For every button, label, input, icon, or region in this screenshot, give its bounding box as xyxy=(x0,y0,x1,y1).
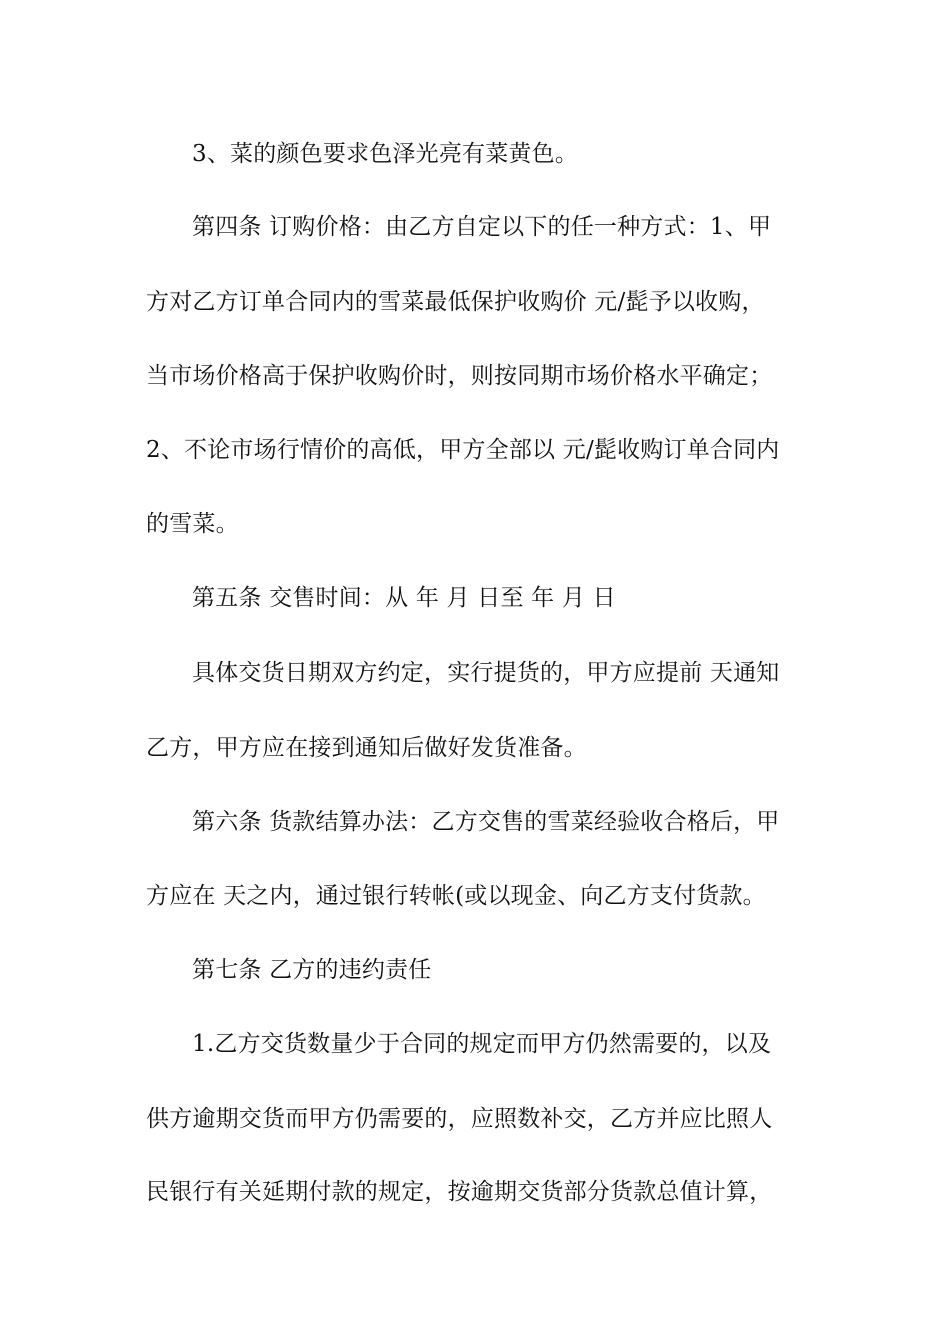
text-line-delivery-date: 具体交货日期双方约定，实行提货的，甲方应提前 天通知 xyxy=(192,660,780,686)
text-line-color-requirement: 3、菜的颜色要求色泽光亮有菜黄色。 xyxy=(192,141,579,167)
text-line-article-7-supply: 供方逾期交货而甲方仍需要的，应照数补交，乙方并应比照人 xyxy=(146,1106,773,1132)
text-line-article-6-heading: 第六条 货款结算办法：乙方交售的雪菜经验收合格后，甲 xyxy=(192,809,780,835)
text-line-article-4-market-price: 当市场价格高于保护收购价时，则按同期市场价格水平确定； xyxy=(146,363,773,389)
text-line-article-7-bank-rule: 民银行有关延期付款的规定，按逾期交货部分货款总值计算， xyxy=(146,1179,773,1205)
text-line-article-4-heading: 第四条 订购价格：由乙方自定以下的任一种方式：1、甲 xyxy=(192,214,772,240)
text-line-article-7-item-1: 1.乙方交货数量少于合同的规定而甲方仍然需要的，以及 xyxy=(192,1031,772,1057)
text-line-article-6-payment: 方应在 天之内，通过银行转帐(或以现金、向乙方支付货款。 xyxy=(146,883,766,909)
text-line-article-4-end: 的雪菜。 xyxy=(146,511,239,537)
text-line-article-4-price-2: 2、不论市场行情价的高低，甲方全部以 元/髭收购订单合同内 xyxy=(146,437,780,463)
text-line-delivery-preparation: 乙方，甲方应在接到通知后做好发货准备。 xyxy=(146,735,587,761)
text-line-article-7-heading: 第七条 乙方的违约责任 xyxy=(192,957,432,983)
text-line-article-4-price-1: 方对乙方订单合同内的雪菜最低保护收购价 元/髭予以收购， xyxy=(146,289,765,315)
text-line-article-5-heading: 第五条 交售时间：从 年 月 日至 年 月 日 xyxy=(192,585,616,611)
